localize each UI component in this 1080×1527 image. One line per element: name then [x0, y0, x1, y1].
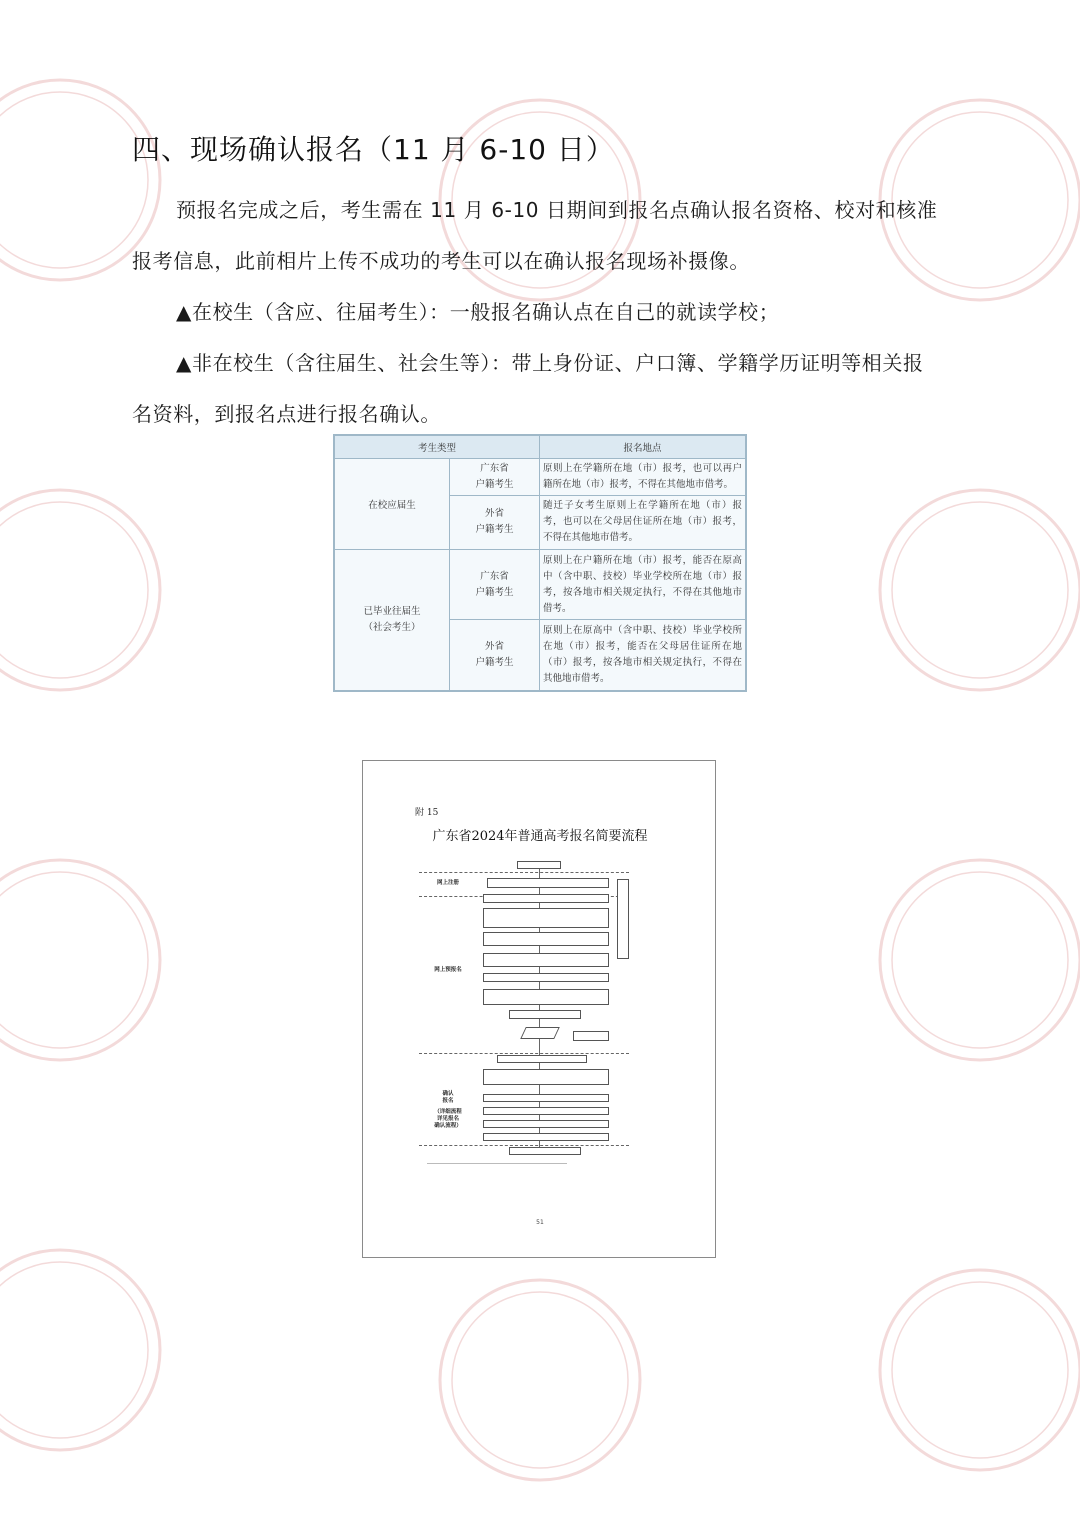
paragraph-pre-registration: 预报名完成之后，考生需在 11 月 6-10 日期间到报名点确认报名资格、校对和核准报考信息，此前相片上传不成功的考生可以在确认报名现场补摄像。 [132, 198, 938, 273]
watermark-stamp [420, 1260, 660, 1500]
flowdoc-box [483, 1133, 609, 1141]
table-header-type: 考生类型 [335, 436, 540, 459]
paragraph-in-school-students: ▲在校生（含应、往届考生）：一般报名确认点在自己的就读学校； [176, 300, 780, 324]
table-cell-description: 原则上在户籍所在地（市）报考，能否在原高中（含中职、技校）毕业学校所在地（市）报考，按各地市相关规定执行，不得在其他地市借考。 [540, 549, 746, 620]
registration-table [334, 435, 746, 691]
flowdoc-side-box [617, 879, 629, 959]
flowdoc-label-prereg: 网上预报名 [434, 967, 462, 973]
table-cell-subtype: 外省 户籍考生 [450, 620, 540, 691]
flowdoc-separator [419, 1145, 629, 1146]
flowdoc-label-confirm: 确认 报名 [442, 1091, 454, 1104]
flowdoc-box [509, 1010, 581, 1019]
flowdoc-box [483, 1107, 609, 1115]
flowdoc-box [483, 894, 609, 903]
flowdoc-label-detail: （详细流程 详见报名 确认流程） [434, 1109, 462, 1129]
flowdoc-separator [419, 1053, 629, 1054]
flowdoc-box [520, 1027, 560, 1039]
watermark-stamp [0, 1230, 180, 1470]
flowdoc-page-number: 51 [536, 1219, 544, 1226]
flowdoc-title: 广东省2024年普通高考报名简要流程 [432, 829, 648, 844]
flowdoc-box [483, 989, 609, 1005]
table-cell-subtype: 外省 户籍考生 [450, 495, 540, 549]
watermark-stamp [0, 470, 180, 710]
table-cell-subtype: 广东省 户籍考生 [450, 549, 540, 620]
flowdoc-notes [427, 1163, 567, 1178]
flowdoc-box [483, 953, 609, 967]
flowdoc-separator [419, 872, 629, 873]
paragraph-non-school-students: ▲非在校生（含往届生、社会生等）：带上身份证、户口簿、学籍学历证明等相关报名资料，到报名点进行报名确认。 [132, 351, 924, 426]
table-cell-description: 原则上在原高中（含中职、技校）毕业学校所在地（市）报考，能否在父母居住证所在地（市）报考，按各地市相关规定执行，不得在其他地市借考。 [540, 620, 746, 691]
flowdoc-box [497, 1055, 587, 1063]
table-cell-description: 原则上在学籍所在地（市）报考，也可以再户籍所在地（市）报考，不得在其他地市借考。 [540, 459, 746, 496]
watermark-stamp [0, 840, 180, 1080]
table-cell-group-type: 在校应届生 [335, 459, 450, 550]
flowdoc-box [483, 908, 609, 928]
flowdoc-appendix-label: 附 15 [415, 808, 439, 818]
table-header-location: 报名地点 [540, 436, 746, 459]
flowdoc-box [483, 973, 609, 982]
watermark-stamp [860, 470, 1080, 710]
flowdoc-box [483, 1120, 609, 1128]
registration-location-table [333, 434, 747, 692]
flowdoc-box [483, 932, 609, 946]
flowdoc-box [517, 861, 561, 869]
flowdoc-box [509, 1147, 581, 1155]
flowdoc-box [573, 1031, 609, 1041]
table-cell-subtype: 广东省 户籍考生 [450, 459, 540, 496]
flowdoc-label-online: 网上注册 [436, 880, 459, 886]
watermark-stamp [860, 840, 1080, 1080]
table-cell-group-type: 已毕业往届生 （社会考生） [335, 549, 450, 690]
flowdoc-box [483, 1094, 609, 1102]
section-title: 四、现场确认报名（11 月 6-10 日） [132, 133, 615, 166]
flowdoc-box [487, 878, 609, 888]
watermark-stamp [860, 1250, 1080, 1490]
registration-flowchart-document [362, 760, 716, 1258]
flowdoc-box [483, 1069, 609, 1085]
table-cell-description: 随迁子女考生原则上在学籍所在地（市）报考，也可以在父母居住证所在地（市）报考，不得在其他地市借考。 [540, 495, 746, 549]
